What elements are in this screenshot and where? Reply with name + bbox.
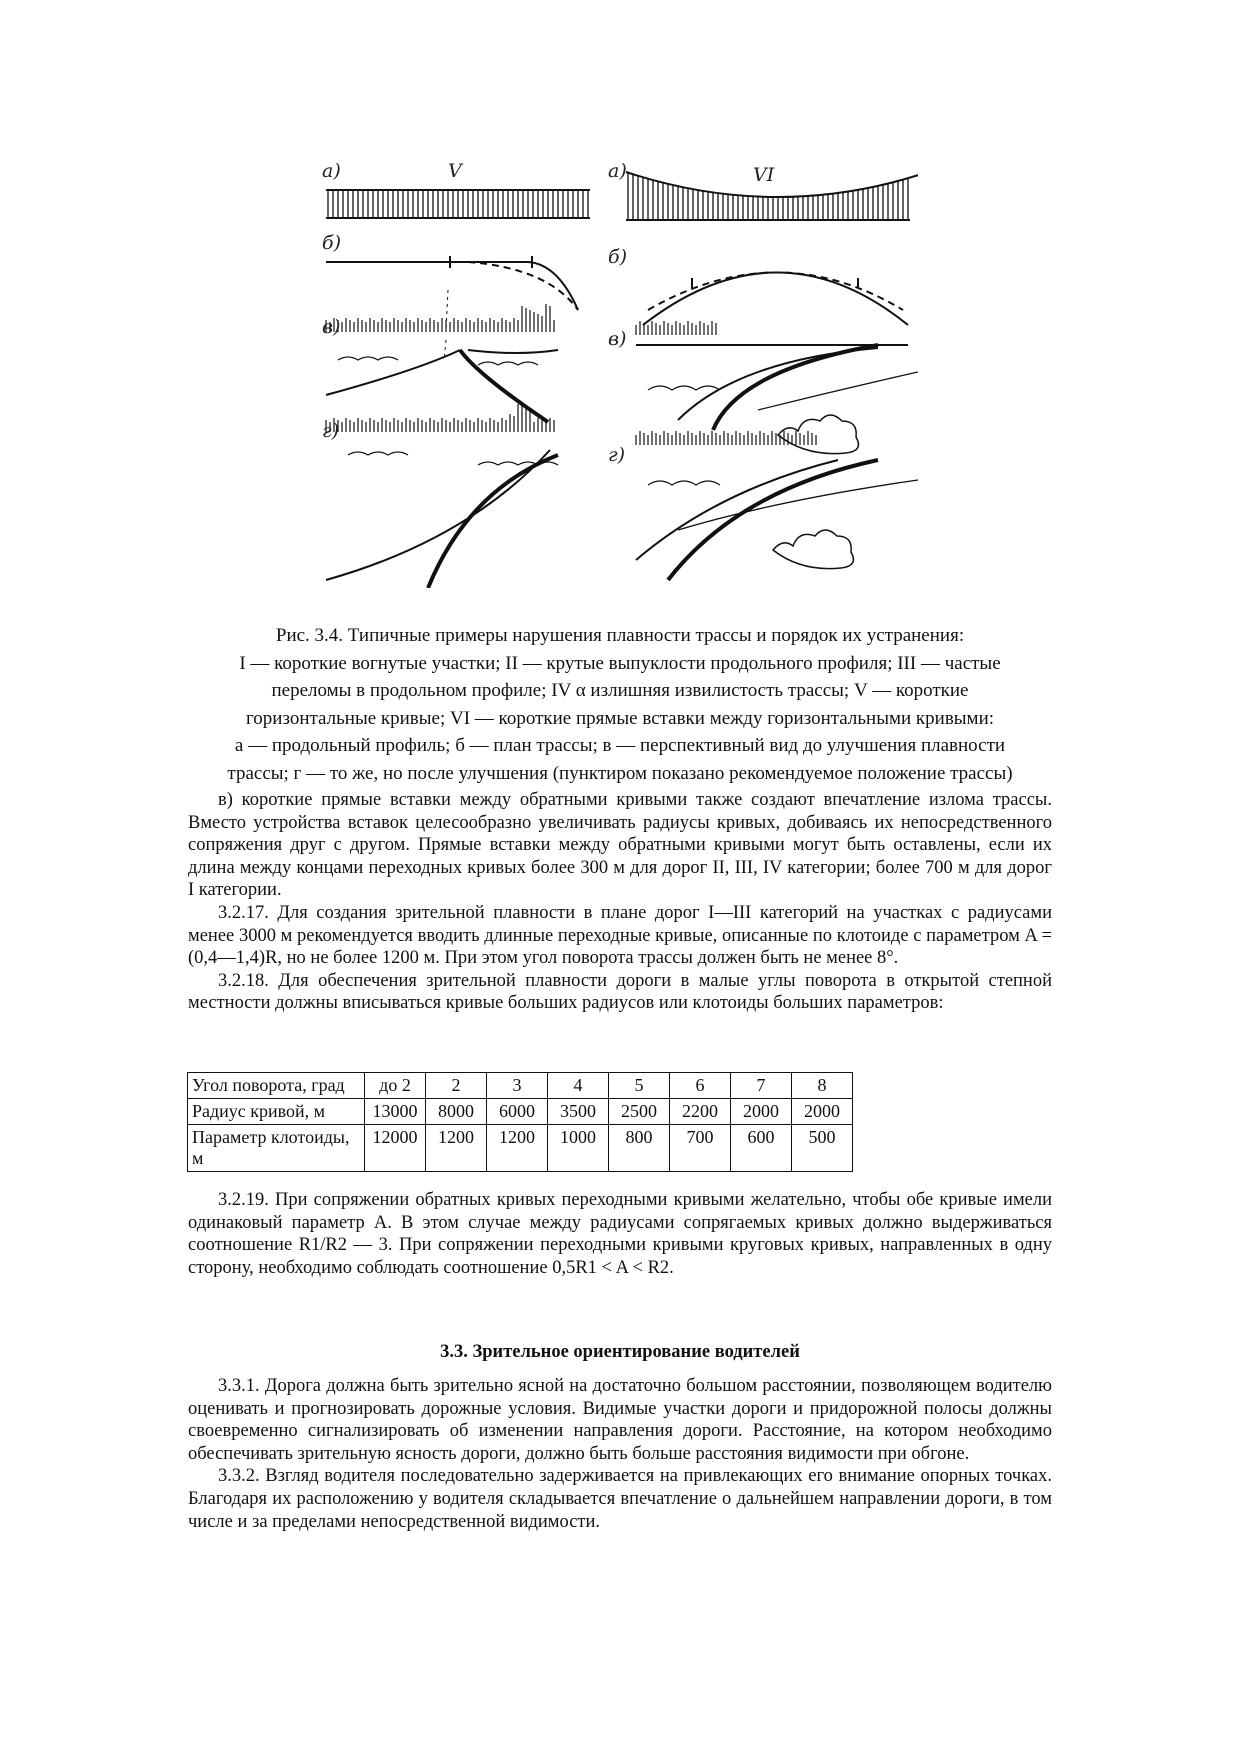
table-cell: 4 [548, 1073, 609, 1099]
body-text-after-table [188, 1189, 1052, 1279]
label-right-b: б) [608, 246, 628, 268]
row-header: Параметр клотоиды, м [188, 1125, 365, 1172]
caption-line: а — продольный профиль; б — план трассы; в — перспективный вид до улучшения плавности [234, 735, 1006, 756]
section-body-text [188, 1375, 1052, 1533]
table-cell: 3500 [548, 1099, 609, 1125]
figure-caption [185, 622, 1055, 787]
table-cell: 500 [792, 1125, 853, 1172]
table-cell: до 2 [365, 1073, 426, 1099]
label-left-c: в) [322, 316, 341, 338]
body-text-before-table [188, 789, 1052, 1015]
table-cell: 800 [609, 1125, 670, 1172]
caption-line: переломы в продольном профиле; IV α излишняя извилистость трассы; V — короткие [271, 680, 969, 701]
label-left-b: б) [322, 232, 342, 254]
label-right-d: г) [608, 444, 626, 466]
label-right-c: в) [608, 328, 627, 350]
label-column-vi: VI [753, 164, 775, 186]
row-header: Радиус кривой, м [188, 1099, 365, 1125]
label-left-a: а) [322, 160, 341, 182]
table-cell: 1000 [548, 1125, 609, 1172]
paragraph: 3.3.2. Взгляд водителя последовательно задерживается на привлекающих его внимание опорных точках. Благодаря их расположению у водителя складывается впечатление о дальнейшем направлении дороги, в том числе и за пределами непосредственной видимости. [188, 1466, 1052, 1532]
left-profile-hatch [326, 190, 590, 218]
caption-line: I — короткие вогнутые участки; II — крутые выпуклости продольного профиля; III — частые [239, 652, 1001, 674]
table-cell: 2000 [731, 1099, 792, 1125]
caption-line: Рис. 3.4. Типичные примеры нарушения плавности трассы и порядок их устранения: [275, 625, 965, 646]
table-cell: 1200 [487, 1125, 548, 1172]
section-heading: 3.3. Зрительное ориентирование водителей [440, 1342, 800, 1362]
table-cell: 5 [609, 1073, 670, 1099]
table-cell: 6000 [487, 1099, 548, 1125]
label-left-d: г) [322, 420, 340, 442]
figure-drawing [318, 160, 918, 588]
label-right-a: а) [608, 160, 627, 182]
paragraph: 3.2.17. Для создания зрительной плавности в плане дорог I—III категорий на участках с радиусами менее 3000 м рекомендуется вводить длинные переходные кривые, описанные по клотоиде с параметром A = (0,4—1,4)R, но не более 1200 м. При этом угол поворота трассы должен быть не менее 8°. [188, 902, 1052, 969]
row-header: Угол поворота, град [188, 1073, 365, 1099]
table-cell: 2 [426, 1073, 487, 1099]
table-cell: 8000 [426, 1099, 487, 1125]
table-cell: 12000 [365, 1125, 426, 1172]
table-cell: 6 [670, 1073, 731, 1099]
curve-parameters-table [187, 1072, 853, 1172]
figure-road-smoothness [318, 160, 918, 588]
caption-line: трассы; г — то же, но после улучшения (пунктиром показано рекомендуемое положение трассы) [227, 762, 1013, 784]
paragraph: 3.3.1. Дорога должна быть зрительно ясной на достаточно большом расстоянии, позволяющем водителю оценивать и прогнозировать дорожные условия. Видимые участки дороги и придорожной полосы должны своевременно сигнализировать об изменении направления дороги. Расстояние, на котором необходимо обеспечивать зрительную ясность дороги, должно быть больше расстояния видимости при обгоне. [188, 1376, 1052, 1464]
paragraph: 3.2.18. Для обеспечения зрительной плавности дороги в малые углы поворота в открытой степной местности должны вписываться кривые больших радиусов или клотоиды больших параметров: [188, 970, 1052, 1014]
caption-line: горизонтальные кривые; VI — короткие прямые вставки между горизонтальными кривыми: [245, 707, 995, 729]
table-cell: 600 [731, 1125, 792, 1172]
table-cell: 7 [731, 1073, 792, 1099]
paragraph: в) короткие прямые вставки между обратными кривыми также создают впечатление излома трассы. Вместо устройства вставок целесообразно увеличивать радиусы кривых, добиваясь их непосредственного сопряжения друг с другом. Прямые вставки между обратными кривыми могут быть оставлены, если их длина между концами переходных кривых более 300 м для дорог II, III, IV категории; более 700 м для дорог I категории. [188, 790, 1052, 901]
table-row [188, 1099, 853, 1125]
table-cell: 700 [670, 1125, 731, 1172]
table-cell: 13000 [365, 1099, 426, 1125]
table-cell: 3 [487, 1073, 548, 1099]
table-cell: 2000 [792, 1099, 853, 1125]
paragraph: 3.2.19. При сопряжении обратных кривых переходными кривыми желательно, чтобы обе кривые имели одинаковый параметр A. В этом случае между радиусами сопрягаемых кривых должно выдерживаться соотношение R1/R2 — 3. При сопряжении переходными кривыми круговых кривых, направленных в одну сторону, необходимо соблюдать соотношение 0,5R1 < A < R2. [188, 1190, 1052, 1278]
table-cell: 2200 [670, 1099, 731, 1125]
table-row [188, 1125, 853, 1172]
label-column-v: V [448, 160, 462, 182]
table-cell: 8 [792, 1073, 853, 1099]
table-row [188, 1073, 853, 1099]
table-cell: 2500 [609, 1099, 670, 1125]
table-cell: 1200 [426, 1125, 487, 1172]
